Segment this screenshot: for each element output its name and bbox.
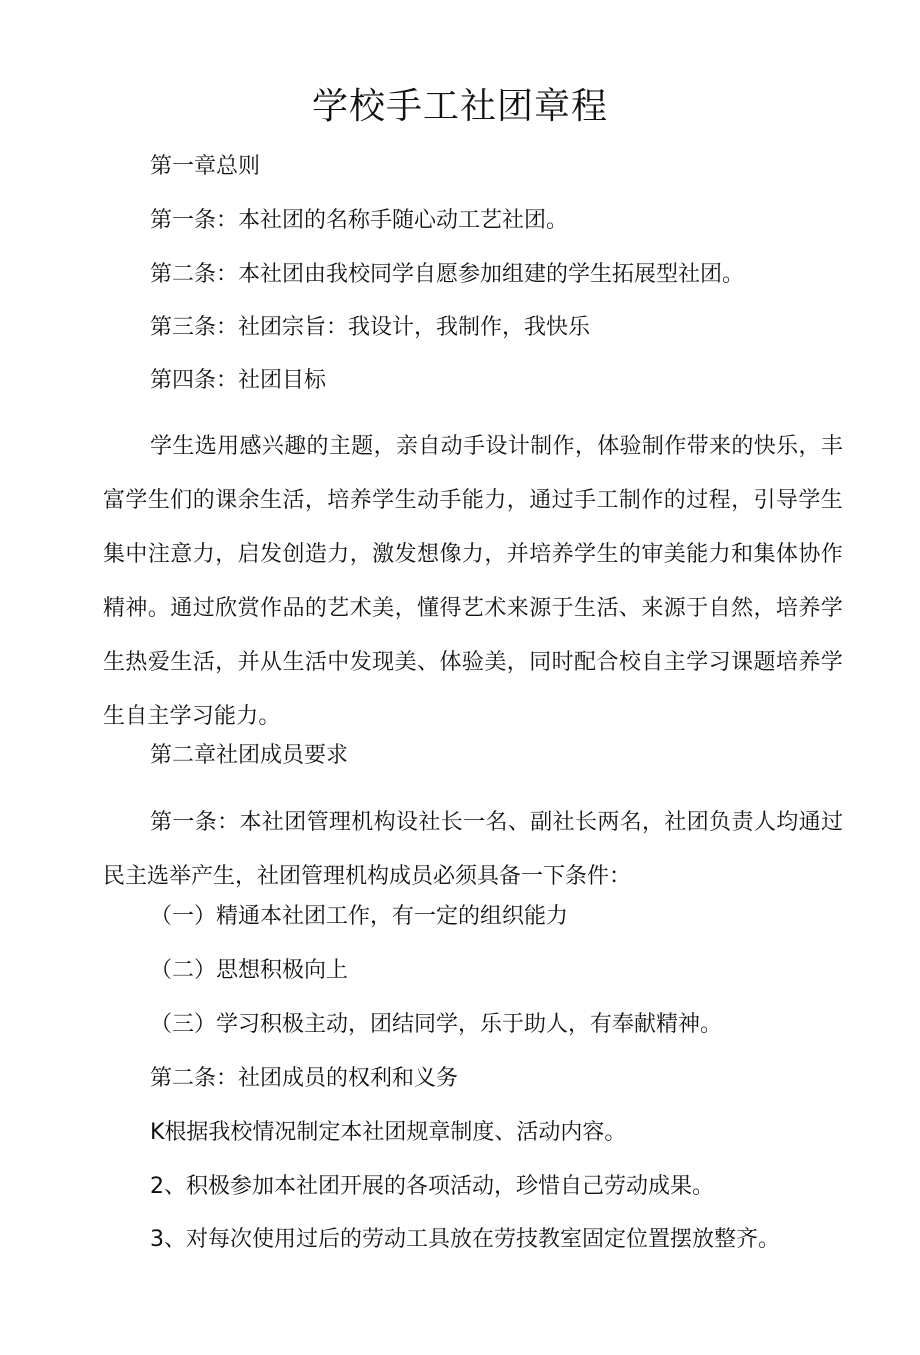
duty-3: 3、对每次使用过后的劳动工具放在劳技教室固定位置摆放整齐。	[150, 1227, 780, 1252]
document-title: 学校手工社团章程	[311, 86, 608, 127]
condition-3: （三）学习积极主动，团结同学，乐于助人，有奉献精神。	[150, 1012, 723, 1037]
article-2: 第二条：本社团由我校同学自愿参加组建的学生拓展型社团。	[150, 262, 745, 287]
article-3: 第三条：社团宗旨：我设计，我制作，我快乐	[150, 315, 591, 340]
chapter-2-article-2: 第二条：社团成员的权利和义务	[150, 1066, 459, 1091]
condition-2: （二）思想积极向上	[150, 958, 349, 983]
duty-1: K根据我校情况制定本社团规章制度、活动内容。	[150, 1120, 627, 1145]
article-1: 第一条：本社团的名称手随心动工艺社团。	[150, 208, 569, 233]
chapter-1-heading: 第一章总则	[150, 154, 261, 179]
chapter-2-heading: 第二章社团成员要求	[150, 743, 349, 768]
condition-1: （一）精通本社团工作，有一定的组织能力	[150, 904, 569, 929]
article-4: 第四条：社团目标	[150, 368, 327, 393]
chapter-2-article-1: 第一条：本社团管理机构设社长一名、副社长两名，社团负责人均通过民主选举产生，社团管理机构成员必须具备一下条件：	[103, 810, 843, 889]
goal-paragraph: 学生选用感兴趣的主题，亲自动手设计制作，体验制作带来的快乐，丰富学生们的课余生活，培养学生动手能力，通过手工制作的过程，引导学生集中注意力，启发创造力，激发想像力，并培养学生的审美能力和集体协作精神。通过欣赏作品的艺术美，懂得艺术来源于生活、来源于自然，培养学生热爱生活，并从生活中发现美、体验美，同时配合校自主学习课题培养学生自主学习能力。	[103, 434, 843, 729]
duty-2: 2、积极参加本社团开展的各项活动，珍惜自己劳动成果。	[150, 1174, 714, 1199]
